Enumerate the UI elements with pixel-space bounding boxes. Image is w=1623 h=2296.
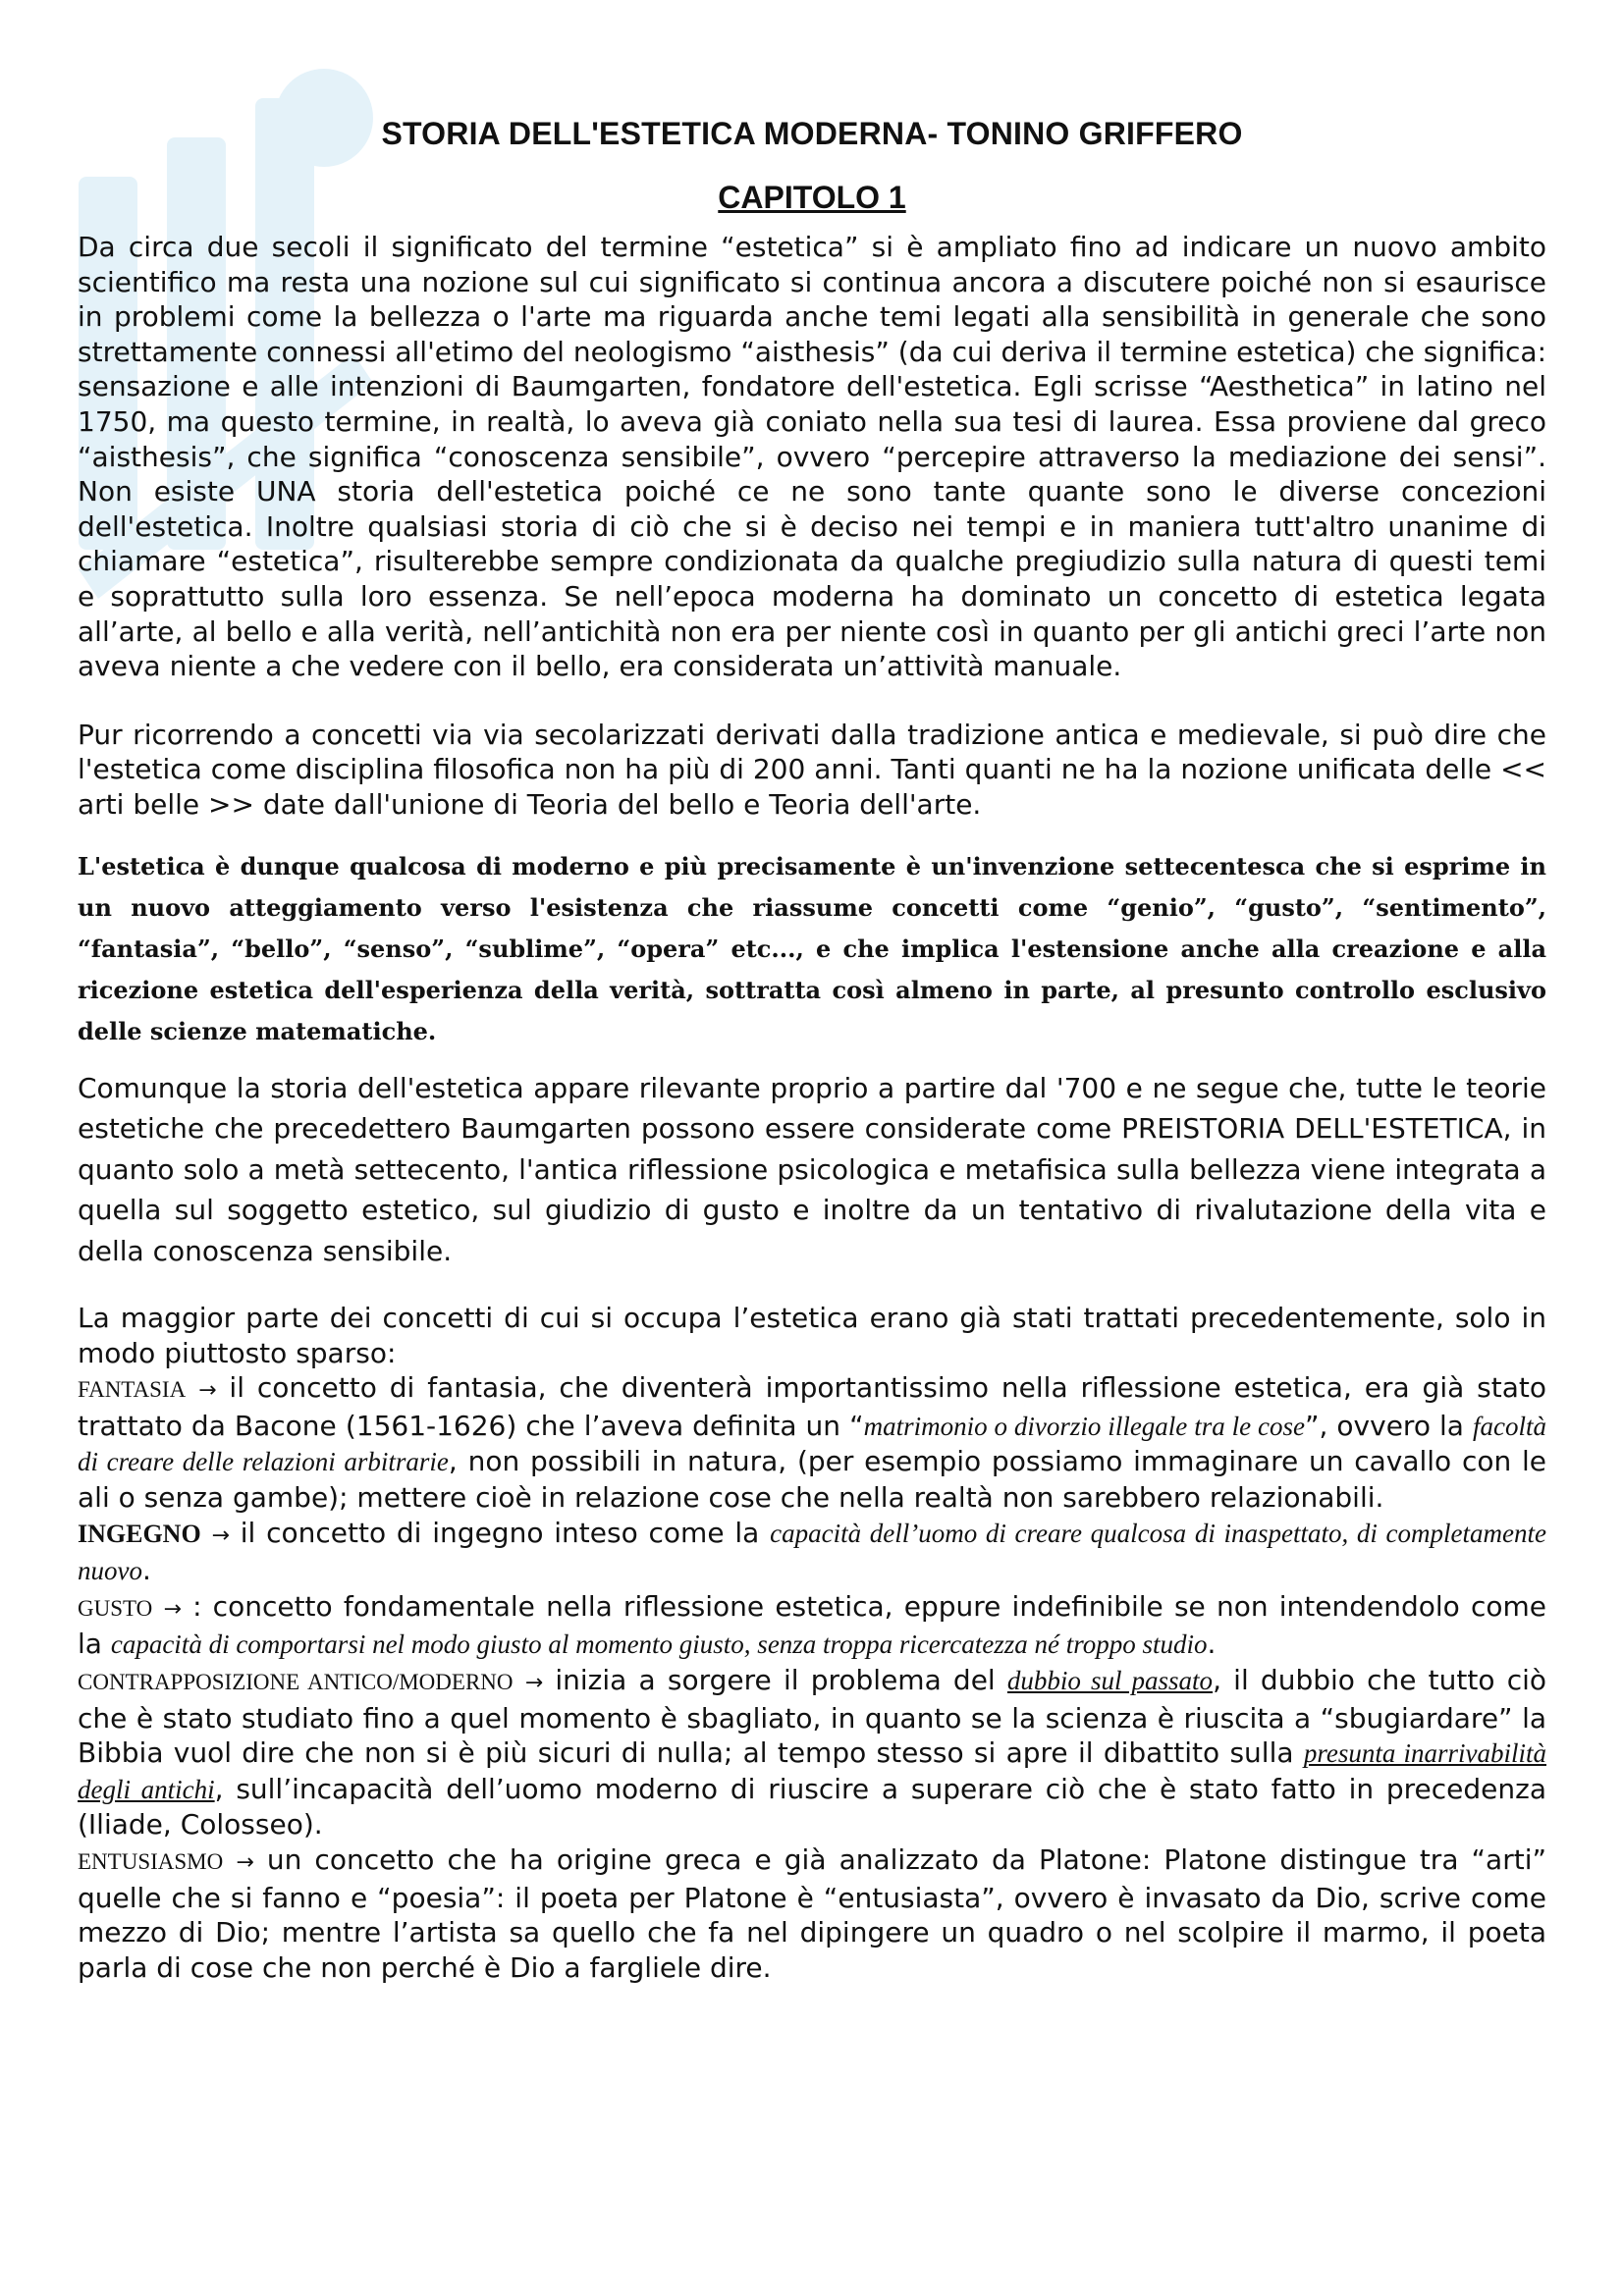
concept-gusto: GUSTO → : concetto fondamentale nella riflessione estetica, eppure indefinibile se non intendendolo come la capacità di comportarsi nel modo giusto al momento giusto, senza troppa ricercatezza né troppo studio. xyxy=(78,1589,1546,1661)
arrow-icon: → xyxy=(236,1849,254,1875)
paragraph-invenzione-settecentesca: L'estetica è dunque qualcosa di moderno e più precisamente è un'invenzione settecentesca che si esprime in un nuovo atteggiamento verso l'esistenza che riassume concetti come “genio”, “gusto”, “sentimento”, “fantasia”, “bello”, “senso”, “sublime”, “opera” etc..., e che implica l'estensione anche alla creazione e alla ricezione estetica dell'esperienza della verità, sottratta così almeno in parte, al presunto controllo esclusivo delle scienze matematiche. xyxy=(78,851,1546,1045)
arrow-icon: → xyxy=(198,1378,217,1404)
concept-fantasia: FANTASIA → il concetto di fantasia, che diventerà importantissimo nella riflessione estetica, era già stato trattato da Bacone (1561-1626) che l’aveva definita un “matrimonio o divorzio illegale tra le cose”, ovvero la facoltà di creare delle relazioni arbitrarie, non possibili in natura, (per esempio possiamo immaginare un cavallo con le ali o senza gambe); mettere cioè in relazione cose che nella realtà non sarebbero relazionabili. xyxy=(78,1371,1546,1514)
paragraph-concetti-intro: La maggior parte dei concetti di cui si occupa l’estetica erano già stati trattati precedentemente, solo in modo piuttosto sparso: xyxy=(78,1302,1546,1369)
document-body xyxy=(78,116,1546,1985)
term-ingegno: INGEGNO xyxy=(78,1519,201,1548)
concept-entusiasmo: ENTUSIASMO → un concetto che ha origine greca e già analizzato da Platone: Platone distingue tra “arti” quelle che si fanno e “poesia”: il poeta per Platone è “entusiasta”, ovvero è invasato da Dio, scrive come mezzo di Dio; mentre l’artista sa quello che fa nel dipingere un quadro o nel scolpire il marmo, il poeta parla di cose che non perché è Dio a fargliele dire. xyxy=(78,1842,1546,1984)
arrow-icon: → xyxy=(163,1596,182,1622)
chapter-heading: CAPITOLO 1 xyxy=(718,180,906,215)
concept-list xyxy=(78,1370,1546,1985)
arrow-icon: → xyxy=(524,1670,544,1695)
paragraph-preistoria: Comunque la storia dell'estetica appare rilevante proprio a partire dal '700 e ne segue che, tutte le teorie estetiche che precedettero Baumgarten possono essere considerate come PREISTORIA DELL'ESTETICA, in quanto solo a metà settecento, l'antica riflessione psicologica e metafisica sulla bellezza viene integrata a quella sul soggetto estetico, sul giudizio di gusto e inoltre da un tentativo di rivalutazione della vita e della conoscenza sensibile. xyxy=(78,1071,1546,1267)
paragraph-secolarizzati: Pur ricorrendo a concetti via via secolarizzati derivati dalla tradizione antica e medievale, si può dire che l'estetica come disciplina filosofica non ha più di 200 anni. Tanti quanti ne ha la nozione unificata delle << arti belle >> date dall'unione di Teoria del bello e Teoria dell'arte. xyxy=(78,718,1546,821)
document-title: STORIA DELL'ESTETICA MODERNA- TONINO GRIFFERO xyxy=(381,116,1243,151)
term-contrapposizione: CONTRAPPOSIZIONE ANTICO/MODERNO xyxy=(78,1669,514,1694)
term-fantasia: FANTASIA xyxy=(78,1377,187,1403)
term-gusto: GUSTO xyxy=(78,1595,153,1621)
paragraph-intro: Da circa due secoli il significato del termine “estetica” si è ampliato fino ad indicare un nuovo ambito scientifico ma resta una nozione sul cui significato si continua ancora a discutere poiché non si esaurisce in problemi come la bellezza o l'arte ma riguarda anche temi legati alla sensibilità in generale che sono strettamente connessi all'etimo del neologismo “aisthesis” (da cui deriva il termine estetica) che significa: sensazione e alle intenzioni di Baumgarten, fondatore dell'estetica. Egli scrisse “Aesthetica” in latino nel 1750, ma questo termine, in realtà, lo aveva già coniato nella sua tesi di laurea. Essa proviene dal greco “aisthesis”, che significa “conoscenza sensibile”, ovvero “percepire attraverso la mediazione dei sensi”. Non esiste UNA storia dell'estetica poiché ce ne sono tante quante sono le diverse concezioni dell'estetica. Inoltre qualsiasi storia di ciò che si è deciso nei tempi e in maniera tutt'altro unanime di chiamare “estetica”, risulterebbe sempre condizionata da qualche pregiudizio sulla natura di questi temi e soprattutto sulla loro essenza. Se nell’epoca moderna ha dominato un concetto di estetica legata all’arte, al bello e alla verità, nell’antichità non era per niente così in quanto per gli antichi greci l’arte non aveva niente a che vedere con il bello, era considerata un’attività manuale. xyxy=(78,231,1546,683)
concept-contrapposizione: CONTRAPPOSIZIONE ANTICO/MODERNO → inizia a sorgere il problema del dubbio sul passato, il dubbio che tutto ciò che è stato studiato fino a quel momento è sbagliato, in quanto se la scienza è riuscita a “sbugiardare” la Bibbia vuol dire che non si è più sicuri di nulla; al tempo stesso si apre il dibattito sulla presunta inarrivabilità degli antichi, sull’incapacità dell’uomo moderno di riuscire a superare ciò che è stato fatto in precedenza (Iliade, Colosseo). xyxy=(78,1663,1547,1842)
term-entusiasmo: ENTUSIASMO xyxy=(78,1848,224,1874)
arrow-icon: → xyxy=(211,1522,230,1548)
concept-ingegno: INGEGNO → il concetto di ingegno inteso come la capacità dell’uomo di creare qualcosa di inaspettato, di completamente nuovo. xyxy=(78,1516,1546,1587)
